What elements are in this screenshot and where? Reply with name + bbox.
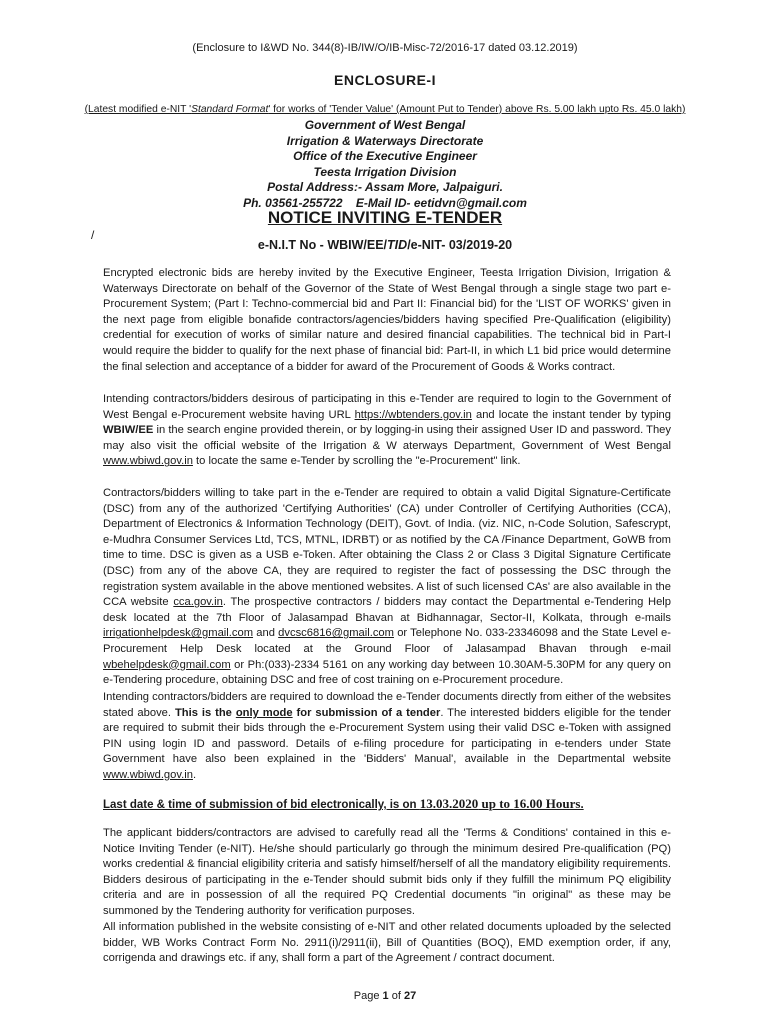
latest-modified-note — [0, 104, 770, 115]
nit-number — [0, 238, 770, 252]
office-line-contact: Ph. 03561-255722 E-Mail ID- eetidvn@gmail.com — [243, 195, 527, 210]
p3-text-b: . The prospective contractors / bidders may contact the Departmental e-Tendering Help desk located at the 7th Floor of Jalasampad Bhavan at Bidhannagar, Sector-II, Kolkata, through e-mails — [103, 596, 672, 624]
p2-text-b: and locate the instant tender by typing — [471, 408, 671, 421]
p2-text-c: in the search engine provided therein, or by logging-in using their assigned User ID and password. They may also visit the official website of the Irrigation & W aterways Department, Government of West Bengal — [103, 424, 671, 452]
p4-bold-b: for submission of a tender — [292, 706, 441, 719]
margin-mark: / — [91, 228, 95, 242]
p3-text-d: or Telephone No. 033-23346098 and the State Level e-Procurement Help Desk located at the Ground Floor of Jalasampad Bhavan through e-mail — [103, 627, 671, 655]
deadline-date: 13.03.2020 — [419, 796, 479, 811]
office-line-division: Teesta Irrigation Division — [313, 164, 457, 179]
latest-prefix: (Latest modified e-NIT ' — [84, 104, 192, 115]
deadline-end: . — [580, 799, 584, 811]
nit-prefix: e-N.I.T No - WBIW/EE/ — [257, 238, 388, 252]
paragraph-login-instructions — [103, 392, 671, 470]
deadline-time: 16.00 Hours — [513, 796, 581, 811]
p2-text-d: to locate the same e-Tender by scrolling the "e-Procurement" link. — [192, 455, 521, 468]
paragraph-invitation: Encrypted electronic bids are hereby invited by the Executive Engineer, Teesta Irrigation Division, Irrigation & Waterways Directorate on behalf of the Governor of the State of West Bengal through a single stage two part e-Procurement System; (Part I: Techno-commercial bid and Part II: Financial bid) for the 'LIST OF WORKS' given in the next page from eligible bonafide contractors/agencies/bidders having specified Pre-Qualification (eligibility) credential for execution of works of similar nature and desired financial capabilities. The technical bid in Part-I would require the bidder to qualify for the next phase of financial bid: Part-II, in which L1 bid price would determine the final selection and acceptance of a bidder for award of the Procurement of Goods & Works contract. — [103, 267, 671, 373]
latest-italic: Standard Format — [191, 104, 269, 115]
paragraph-dsc-requirements — [103, 486, 671, 689]
office-line-directorate: Irrigation & Waterways Directorate — [286, 133, 484, 148]
p3-text-c: and — [253, 627, 279, 640]
page-current: 1 — [382, 990, 389, 1002]
nit-suffix: /e-NIT- 03/2019-20 — [407, 238, 513, 252]
link-wbiwd-manual[interactable]: www.wbiwd.gov.in — [103, 768, 193, 781]
office-line-postal-address: Postal Address:- Assam More, Jalpaiguri. — [267, 180, 503, 194]
notice-title: NOTICE INVITING E-TENDER — [267, 208, 503, 227]
link-dvcsc-email[interactable]: dvcsc6816@gmail.com — [278, 627, 394, 640]
enclosure-title: ENCLOSURE-I — [334, 72, 436, 88]
enclosure-reference: (Enclosure to I&WD No. 344(8)-IB/IW/O/IB-Misc-72/2016-17 dated 03.12.2019) — [192, 42, 578, 54]
deadline-label: Last date & time of submission of bid electronically, is on — [103, 799, 420, 811]
page-label: Page — [353, 990, 383, 1002]
submission-deadline — [103, 796, 671, 812]
link-wbehelpdesk-email[interactable]: wbehelpdesk@gmail.com — [103, 658, 231, 671]
p2-text-a: Intending contractors/bidders desirous of participating in this e-Tender are required to login to the Government of West Bengal e-Procurement website having URL — [103, 393, 671, 421]
p4-text-b: . The interested bidders eligible for the tender are required to submit their bids through the e-Procurement System using their valid DSC e-Token with assigned PIN using login ID and password. Details of e-filing procedure for participating in e-tenders under State Government have also been explained in the 'Bidders' Manual', available in the Departmental website — [103, 706, 671, 766]
link-wbiwd[interactable]: www.wbiwd.gov.in — [103, 455, 193, 468]
paragraph-agreement-documents: All information published in the website consisting of e-NIT and other related documents uploaded by the selected bidder, WB Works Contract Form No. 2911(i)/2911(ii), Bill of Quantities (BOQ), EMD exemption order, if any, corrigenda and drawings etc. if any, shall form a part of the Agreement / contract document. — [103, 921, 671, 965]
p3-text-e: or Ph:(033)-2334 5161 on any working day between 10.30AM-5.30PM for any query on e-Tendering procedure, obtaining DSC and free of cost training on e-Procurement procedure. — [103, 658, 671, 687]
office-line-executive-engineer: Office of the Executive Engineer — [293, 149, 477, 163]
link-irrigation-helpdesk-email[interactable]: irrigationhelpdesk@gmail.com — [103, 627, 254, 640]
paragraph-download-instructions — [103, 690, 671, 784]
page-total: 27 — [403, 990, 417, 1002]
p4-only-mode: only mode — [235, 706, 293, 719]
p4-text-c: . — [192, 768, 197, 781]
link-cca[interactable]: cca.gov.in — [173, 596, 223, 609]
nit-italic: TID — [387, 238, 408, 252]
page-footer — [0, 990, 770, 1002]
latest-suffix: ' for works of 'Tender Value' (Amount Put to Tender) above Rs. 5.00 lakh upto Rs. 45.0 lakh) — [268, 104, 686, 115]
p2-search-term: WBIW/EE — [103, 424, 154, 437]
p4-bold-a: This is the — [174, 706, 236, 719]
office-address-block — [0, 118, 770, 211]
deadline-upto: up to — [478, 796, 514, 811]
p3-text-a: Contractors/bidders willing to take part in the e-Tender are required to obtain a valid Digital Signature-Certificate (DSC) from any of the authorized 'Certifying Authorities' (CA) under Controller of Certifying Authorities (CCA), Department of Electronics & Information Technology (DEIT), Govt. of India. (viz. NIC, n-Code Solution, Safescrypt, e-Mudhra Consumer Services Ltd, TCS, MTNL, IDRBT) or as notified by the CA /Finance Department, GoWB from time to time. DSC is given as a USB e-Token. After obtaining the Class 2 or Class 3 Digital Signature Certificate (DSC) from any of the above CA, they are required to register the fact of possessing the DSC through the registration system available in the above mentioned websites. A list of such licensed CAs' are also available in the CCA website — [103, 487, 671, 609]
office-line-government: Government of West Bengal — [304, 118, 466, 132]
paragraph-eligibility-advice: The applicant bidders/contractors are advised to carefully read all the 'Terms & Conditions' contained in this e-Notice Inviting Tender (e-NIT). He/she should particularly go through the minimum desired Pre-qualification (PQ) works credential & financial eligibility criteria and satisfy himself/herself of all the mandatory eligibility requirements. Bidders desirous of participating in the e-Tender should submit bids only if they fulfill the minimum PQ eligibility criteria and are in possession of all the required PQ Credential documents "in original" as these may be summoned by the Tendering authority for verification purposes. — [103, 827, 671, 917]
p4-text-a: Intending contractors/bidders are required to download the e-Tender documents directly from either of the websites stated above. — [103, 691, 671, 719]
link-wbtenders[interactable]: https://wbtenders.gov.in — [354, 408, 472, 421]
page-of: of — [388, 990, 404, 1002]
